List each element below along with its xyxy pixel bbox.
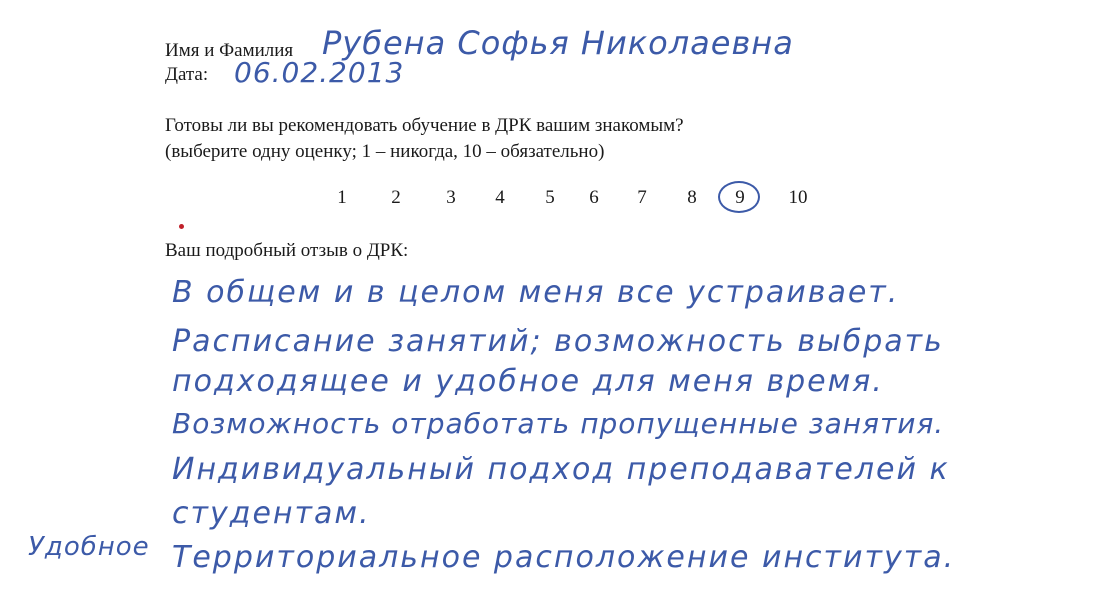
scale-option-6: 6 <box>589 187 599 208</box>
review-line-4: Возможность отработать пропущенные занятия. <box>172 407 945 440</box>
date-label: Дата: <box>165 64 209 85</box>
scale-option-4: 4 <box>495 187 505 208</box>
scale-option-1: 1 <box>337 187 347 208</box>
scale-option-5: 5 <box>545 187 555 208</box>
scale-option-9: 9 <box>735 187 745 208</box>
ink-dot <box>179 224 184 229</box>
review-label: Ваш подробный отзыв о ДРК: <box>165 240 409 261</box>
scale-option-7: 7 <box>637 187 647 208</box>
scale-option-8: 8 <box>687 187 697 208</box>
review-line-3: подходящее и удобное для меня время. <box>172 364 884 399</box>
review-line-6: студентам. <box>172 496 371 531</box>
scale-option-2: 2 <box>391 187 401 208</box>
question-text: Готовы ли вы рекомендовать обучение в ДРК вашим знакомым? <box>165 115 684 136</box>
review-line-7: Территориальное расположение института. <box>172 540 956 575</box>
margin-note: Удобное <box>28 532 150 562</box>
name-label: Имя и Фамилия <box>165 40 294 61</box>
selected-rating-circle <box>718 181 760 213</box>
instruction-text: (выберите одну оценку; 1 – никогда, 10 – обязательно) <box>165 141 605 162</box>
review-line-5: Индивидуальный подход преподавателей к <box>172 452 950 487</box>
handwritten-name: Рубена Софья Николаевна <box>322 24 794 62</box>
review-line-1: В общем и в целом меня все устраивает. <box>172 275 900 310</box>
scale-option-10: 10 <box>788 187 808 208</box>
handwritten-date: 06.02.2013 <box>234 56 405 89</box>
scale-option-3: 3 <box>446 187 456 208</box>
review-line-2: Расписание занятий; возможность выбрать <box>172 324 944 359</box>
